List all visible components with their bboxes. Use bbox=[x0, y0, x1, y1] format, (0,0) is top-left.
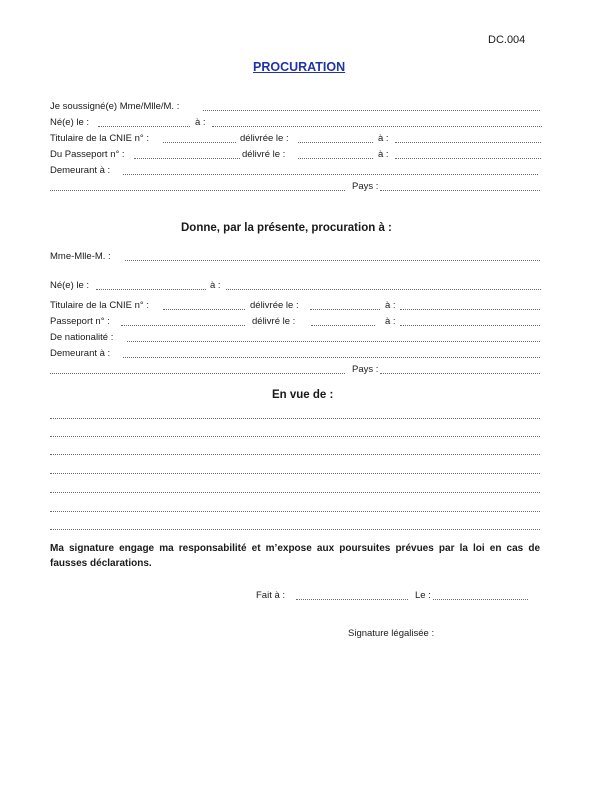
mandataire-cnie-label: Titulaire de la CNIE n° : bbox=[50, 300, 150, 311]
mandant-address-field[interactable] bbox=[123, 174, 538, 175]
mandant-cnie-label: Titulaire de la CNIE n° : bbox=[50, 133, 150, 144]
mandataire-passport-issued-field[interactable] bbox=[311, 325, 375, 326]
purpose-line-5[interactable] bbox=[50, 492, 540, 493]
mandant-country-label: Pays : bbox=[352, 181, 379, 192]
mandataire-cnie-issued-field[interactable] bbox=[310, 309, 380, 310]
document-title: PROCURATION bbox=[253, 60, 346, 74]
purpose-line-6[interactable] bbox=[50, 511, 540, 512]
mandant-country-field[interactable] bbox=[380, 190, 540, 191]
mandant-passport-at-field[interactable] bbox=[395, 158, 541, 159]
mandataire-nationality-label: De nationalité : bbox=[50, 332, 114, 343]
purpose-line-1[interactable] bbox=[50, 418, 540, 419]
mandataire-passport-issued-label: délivré le : bbox=[252, 316, 296, 327]
mandataire-cnie-at-field[interactable] bbox=[400, 309, 540, 310]
purpose-line-7[interactable] bbox=[50, 529, 540, 530]
purpose-line-2[interactable] bbox=[50, 436, 540, 437]
mandant-address-field-line2[interactable] bbox=[50, 190, 345, 191]
purpose-line-3[interactable] bbox=[50, 454, 540, 455]
mandataire-country-field[interactable] bbox=[380, 373, 540, 374]
mandataire-passport-at-field[interactable] bbox=[400, 325, 540, 326]
mandataire-name-label: Mme-Mlle-M. : bbox=[50, 251, 111, 262]
mandataire-name-field[interactable] bbox=[125, 260, 540, 261]
made-at-label: Fait à : bbox=[256, 590, 286, 601]
document-reference: DC.004 bbox=[488, 34, 526, 46]
mandant-passport-at-label: à : bbox=[378, 149, 389, 160]
mandataire-born-label: Né(e) le : bbox=[50, 280, 90, 291]
mandataire-born-at-field[interactable] bbox=[226, 289, 541, 290]
mandataire-cnie-field[interactable] bbox=[163, 309, 245, 310]
mandataire-address-label: Demeurant à : bbox=[50, 348, 111, 359]
date-field[interactable] bbox=[433, 599, 528, 600]
mandant-born-at-label: à : bbox=[195, 117, 206, 128]
mandant-name-label: Je soussigné(e) Mme/Mlle/M. : bbox=[50, 101, 180, 112]
mandataire-passport-label: Passeport n° : bbox=[50, 316, 110, 327]
purpose-line-4[interactable] bbox=[50, 473, 540, 474]
mandant-cnie-field[interactable] bbox=[163, 142, 236, 143]
mandataire-address-field[interactable] bbox=[123, 357, 540, 358]
mandataire-cnie-at-label: à : bbox=[385, 300, 396, 311]
mandataire-born-field[interactable] bbox=[96, 289, 206, 290]
mandant-born-field[interactable] bbox=[98, 126, 190, 127]
mandant-name-field[interactable] bbox=[203, 110, 540, 111]
mandant-passport-issued-field[interactable] bbox=[298, 158, 373, 159]
mandataire-passport-at-label: à : bbox=[385, 316, 396, 327]
mandataire-cnie-issued-label: délivrée le : bbox=[250, 300, 299, 311]
mandataire-section-title: Donne, par la présente, procuration à : bbox=[181, 222, 392, 234]
mandataire-passport-field[interactable] bbox=[121, 325, 245, 326]
mandant-passport-issued-label: délivré le : bbox=[242, 149, 286, 160]
mandataire-address-field-line2[interactable] bbox=[50, 373, 345, 374]
mandant-cnie-issued-label: délivrée le : bbox=[240, 133, 289, 144]
mandant-cnie-at-label: à : bbox=[378, 133, 389, 144]
mandant-address-label: Demeurant à : bbox=[50, 165, 111, 176]
made-at-field[interactable] bbox=[296, 599, 408, 600]
signature-label: Signature légalisée : bbox=[348, 628, 435, 639]
mandataire-country-label: Pays : bbox=[352, 364, 379, 375]
mandant-cnie-issued-field[interactable] bbox=[298, 142, 373, 143]
date-label: Le : bbox=[415, 590, 431, 601]
declaration-text: Ma signature engage ma responsabilité et m’expose aux poursuites prévues par la loi en cas de fausses déclarations. bbox=[50, 543, 540, 569]
mandataire-born-at-label: à : bbox=[210, 280, 221, 291]
mandant-born-label: Né(e) le : bbox=[50, 117, 90, 128]
mandant-passport-field[interactable] bbox=[134, 158, 240, 159]
purpose-section-title: En vue de : bbox=[272, 389, 334, 401]
mandant-born-at-field[interactable] bbox=[212, 126, 542, 127]
mandataire-nationality-field[interactable] bbox=[127, 341, 540, 342]
mandant-passport-label: Du Passeport n° : bbox=[50, 149, 125, 160]
mandant-cnie-at-field[interactable] bbox=[395, 142, 541, 143]
